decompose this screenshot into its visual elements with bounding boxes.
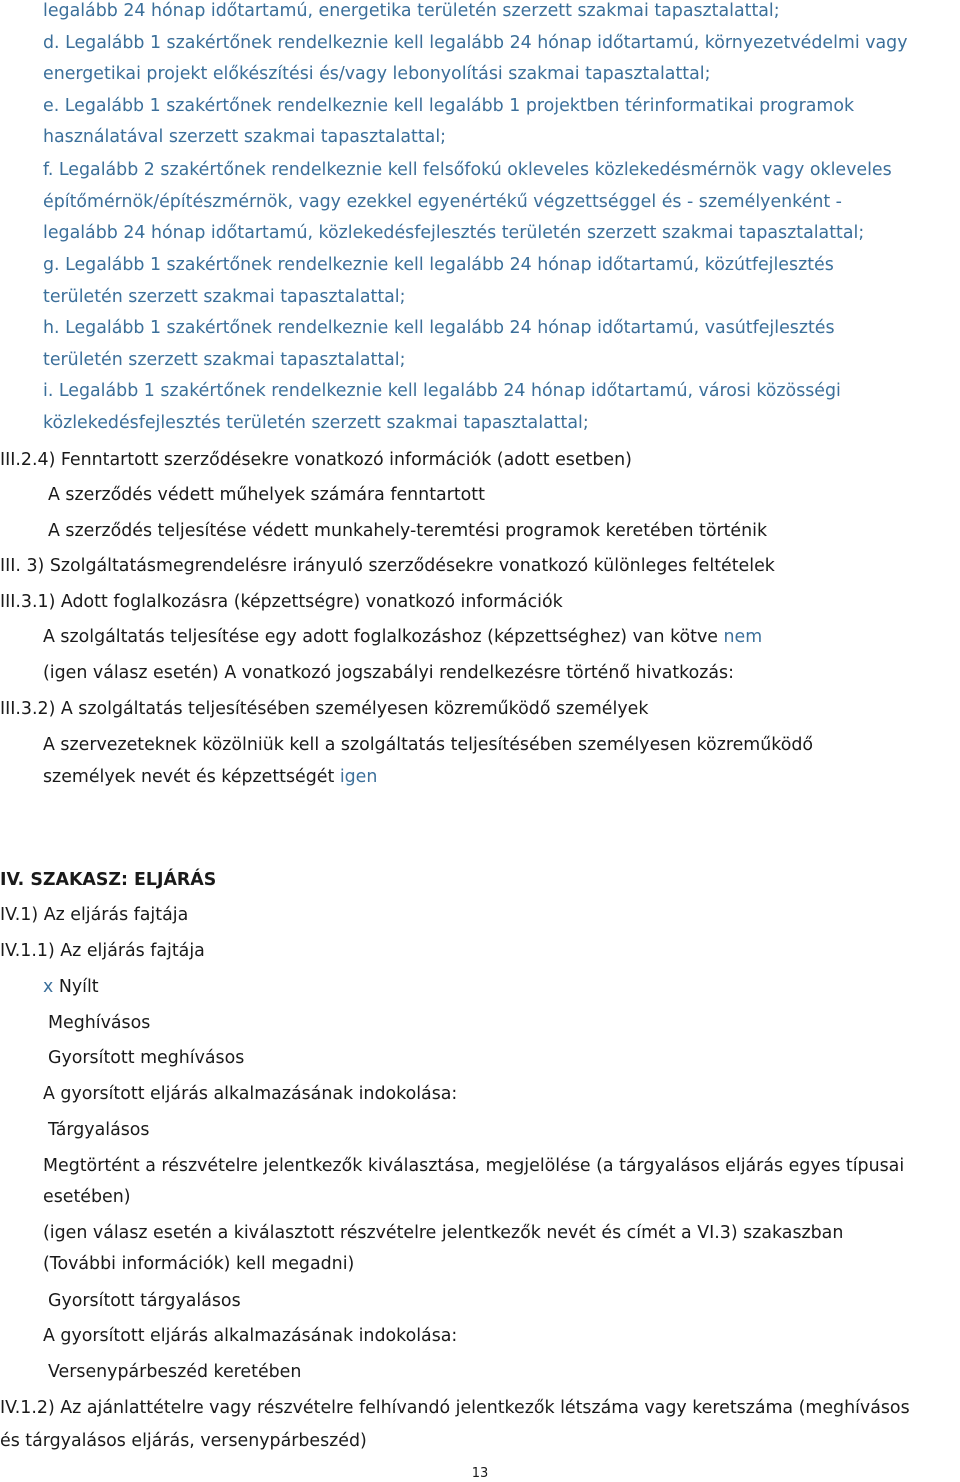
- section-heading-iv-1: IV.1) Az eljárás fajtája: [0, 905, 189, 925]
- candidates-instructions-text-cont: (További információk) kell megadni): [43, 1254, 355, 1274]
- profession-question-text: A szolgáltatás teljesítése egy adott foglalkozáshoz (képzettséghez) van kötve: [43, 627, 718, 647]
- option-protected-workshops: A szerződés védett műhelyek számára fenntartott: [48, 485, 485, 505]
- requirement-line: g. Legalább 1 szakértőnek rendelkeznie kell legalább 24 hónap időtartamú, közútfejlesztés: [43, 255, 834, 275]
- procedure-option-accelerated-restricted: Gyorsított meghívásos: [48, 1048, 245, 1068]
- selected-mark: x: [43, 977, 54, 997]
- accelerated-justification-label-2: A gyorsított eljárás alkalmazásának indokolása:: [43, 1326, 458, 1346]
- requirement-line: energetikai projekt előkészítési és/vagy lebonyolítási szakmai tapasztalattal;: [43, 64, 711, 84]
- candidates-selected-text-cont: esetében): [43, 1187, 131, 1207]
- page-number: 13: [471, 1466, 489, 1481]
- requirement-line: építőmérnök/építészmérnök, vagy ezekkel egyenértékű végzettséggel és - személyenként -: [43, 192, 842, 212]
- requirement-line: közlekedésfejlesztés területén szerzett szakmai tapasztalattal;: [43, 413, 589, 433]
- procedure-option-open: [43, 976, 99, 998]
- requirement-line: legalább 24 hónap időtartamú, közlekedésfejlesztés területén szerzett szakmai tapasztalattal;: [43, 223, 865, 243]
- option-protected-employment: A szerződés teljesítése védett munkahely-teremtési programok keretében történik: [48, 521, 768, 541]
- candidates-selected-text: Megtörtént a részvételre jelentkezők kiválasztása, megjelölése (a tárgyalásos eljárás egyes típusai: [43, 1156, 905, 1176]
- staff-names-answer: igen: [339, 767, 378, 787]
- requirement-line: használatával szerzett szakmai tapasztalattal;: [43, 127, 447, 147]
- procedure-option-accelerated-negotiated: Gyorsított tárgyalásos: [48, 1291, 241, 1311]
- requirement-line: legalább 24 hónap időtartamú, energetika területén szerzett szakmai tapasztalattal;: [43, 1, 780, 21]
- section-heading-iii-3: III. 3) Szolgáltatásmegrendelésre irányuló szerződésekre vonatkozó különleges feltételek: [0, 556, 775, 576]
- requirement-line: h. Legalább 1 szakértőnek rendelkeznie kell legalább 24 hónap időtartamú, vasútfejlesztés: [43, 318, 835, 338]
- requirement-line: d. Legalább 1 szakértőnek rendelkeznie kell legalább 24 hónap időtartamú, környezetvédelmi vagy: [43, 33, 908, 53]
- profession-question: [43, 626, 762, 648]
- staff-names-question-text: személyek nevét és képzettségét: [43, 767, 335, 787]
- section-heading-iii-2-4: III.2.4) Fenntartott szerződésekre vonatkozó információk (adott esetben): [0, 450, 632, 470]
- section-iv-title: IV. SZAKASZ: ELJÁRÁS: [0, 870, 217, 890]
- accelerated-justification-label: A gyorsított eljárás alkalmazásának indokolása:: [43, 1084, 458, 1104]
- section-heading-iv-1-2: IV.1.2) Az ajánlattételre vagy részvételre felhívandó jelentkezők létszáma vagy keretszáma (meghívásos: [0, 1398, 910, 1418]
- staff-names-question: A szervezeteknek közölniük kell a szolgáltatás teljesítésében személyesen közreműködő: [43, 735, 814, 755]
- section-heading-iii-3-1: III.3.1) Adott foglalkozásra (képzettségre) vonatkozó információk: [0, 592, 563, 612]
- requirement-line: területén szerzett szakmai tapasztalattal;: [43, 287, 406, 307]
- legal-reference-label: (igen válasz esetén) A vonatkozó jogszabályi rendelkezésre történő hivatkozás:: [43, 663, 734, 683]
- requirement-line: területén szerzett szakmai tapasztalattal;: [43, 350, 406, 370]
- staff-names-question-cont: [43, 766, 377, 788]
- section-heading-iii-3-2: III.3.2) A szolgáltatás teljesítésében személyesen közreműködő személyek: [0, 699, 649, 719]
- procedure-option-negotiated: Tárgyalásos: [48, 1120, 150, 1140]
- requirement-line: f. Legalább 2 szakértőnek rendelkeznie kell felsőfokú okleveles közlekedésmérnök vagy okleveles: [43, 160, 892, 180]
- section-heading-iv-1-1: IV.1.1) Az eljárás fajtája: [0, 941, 205, 961]
- procedure-option-restricted: Meghívásos: [48, 1013, 151, 1033]
- requirement-line: e. Legalább 1 szakértőnek rendelkeznie kell legalább 1 projektben térinformatikai programok: [43, 96, 855, 116]
- profession-answer: nem: [723, 627, 763, 647]
- section-heading-iv-1-2-cont: és tárgyalásos eljárás, versenypárbeszéd): [0, 1431, 367, 1451]
- candidates-instructions-text: (igen válasz esetén a kiválasztott részvételre jelentkezők nevét és címét a VI.3) szakaszban: [43, 1223, 844, 1243]
- procedure-option-competitive-dialogue: Versenypárbeszéd keretében: [48, 1362, 302, 1382]
- requirement-line: i. Legalább 1 szakértőnek rendelkeznie kell legalább 24 hónap időtartamú, városi közösségi: [43, 381, 841, 401]
- procedure-option-label: Nyílt: [58, 977, 99, 997]
